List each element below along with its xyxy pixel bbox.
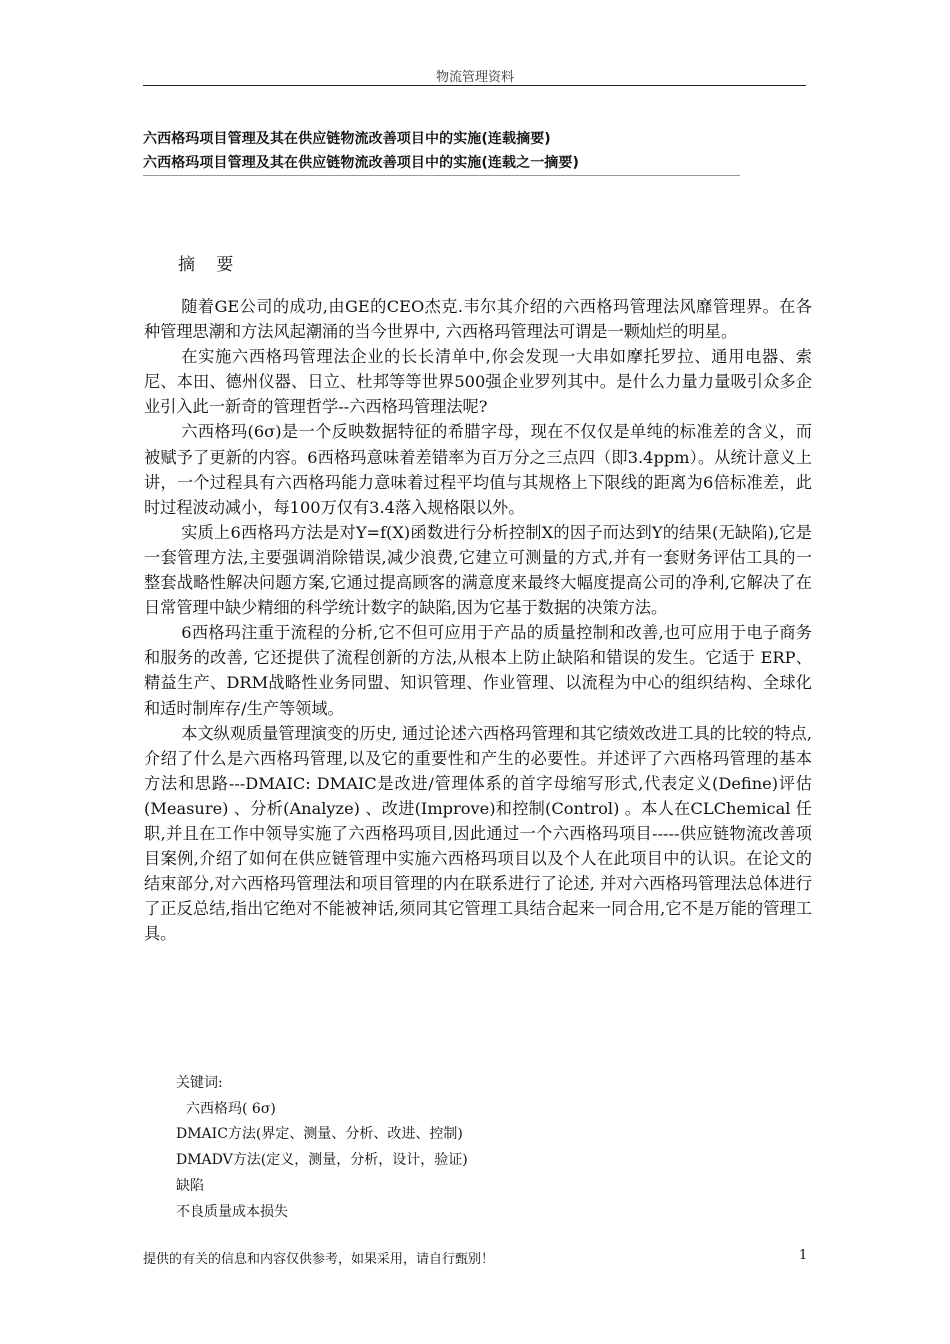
page-number: 1 [799, 1248, 808, 1263]
keyword-item: DMADV方法(定义，测量，分析，设计，验证) [176, 1152, 468, 1169]
abstract-heading: 摘 要 [178, 255, 242, 275]
keywords-section [176, 1071, 468, 1225]
abstract-body [144, 294, 812, 946]
running-header: 物流管理资料 [435, 70, 514, 85]
footer-disclaimer: 提供的有关的信息和内容仅供参考，如果采用，请自行甄别！ [143, 1252, 495, 1267]
abstract-paragraph: 实质上6西格玛方法是对Y=f(X)函数进行分析控制X的因子而达到Y的结果(无缺陷),它是一套管理方法,主要强调消除错误,减少浪费,它建立可测量的方式,并有一套财务评估工具的一整套战略性解决问题方案,它通过提高顾客的满意度来最终大幅度提高公司的净利,它解决了在日常管理中缺少精细的科学统计数字的缺陷,因为它基于数据的决策方法。 [144, 522, 812, 618]
abstract-paragraph: 6西格玛注重于流程的分析,它不但可应用于产品的质量控制和改善,也可应用于电子商务和服务的改善, 它还提供了流程创新的方法,从根本上防止缺陷和错误的发生。它适于 ERP、精益生产、DRM战略性业务同盟、知识管理、作业管理、以流程为中心的组织结构、全球化和适时制库存/生产等领域。 [144, 623, 812, 718]
keyword-item: 六西格玛( 6σ) [186, 1100, 276, 1117]
keyword-item: 缺陷 [176, 1177, 204, 1194]
abstract-paragraph: 本文纵观质量管理演变的历史, 通过论述六西格玛管理和其它绩效改进工具的比较的特点, 介绍了什么是六西格玛管理,以及它的重要性和产生的必要性。并述评了六西格玛管理的基本方法和思路---DMAIC: DMAIC是改进/管理体系的首字母缩写形式,代表定义(Define)评估(Measure) 、分析(Analyze) 、改进(Improve)和控制(Control) 。本人在CLChemical 任职,并且在工作中领导实施了六西格玛项目,因此通过一个六西格玛项目-----供应链物流改善项目案例,介绍了如何在供应链管理中实施六西格玛项目以及个人在此项目中的认识。在论文的结束部分,对六西格玛管理法和项目管理的内在联系进行了论述, 并对六西格玛管理法总体进行了正反总结,指出它绝对不能被神话,须同其它管理工具结合起来一同合用,它不是万能的管理工具。 [144, 723, 812, 944]
keywords-label: 关键词: [176, 1075, 223, 1091]
abstract-paragraph: 在实施六西格玛管理法企业的长长清单中,你会发现一大串如摩托罗拉、通用电器、索尼、本田、德州仪器、日立、杜邦等等世界500强企业罗列其中。是什么力量力量吸引众多企业引入此一新奇的管理哲学--六西格玛管理法呢? [144, 347, 812, 417]
abstract-paragraph: 随着GE公司的成功,由GE的CEO杰克.韦尔其介绍的六西格玛管理法风靡管理界。在各种管理思潮和方法风起潮涌的当今世界中, 六西格玛管理法可谓是一颗灿烂的明星。 [144, 297, 812, 342]
title-divider [143, 175, 740, 176]
abstract-paragraph: 六西格玛(6σ)是一个反映数据特征的希腊字母，现在不仅仅是单纯的标准差的含义，而被赋予了更新的内容。6西格玛意味着差错率为百万分之三点四（即3.4ppm）。从统计意义上讲，一个过程具有六西格玛能力意味着过程平均值与其规格上下限线的距离为6倍标准差，此时过程波动减小，每100万仅有3.4落入规格限以外。 [144, 422, 812, 517]
header-divider [143, 85, 806, 86]
keyword-item: DMAIC方法(界定、测量、分析、改进、控制) [176, 1126, 463, 1143]
keyword-item: 不良质量成本损失 [176, 1203, 288, 1220]
document-subtitle: 六西格玛项目管理及其在供应链物流改善项目中的实施(连载之一摘要) [143, 155, 579, 171]
document-title: 六西格玛项目管理及其在供应链物流改善项目中的实施(连载摘要) [143, 131, 551, 147]
